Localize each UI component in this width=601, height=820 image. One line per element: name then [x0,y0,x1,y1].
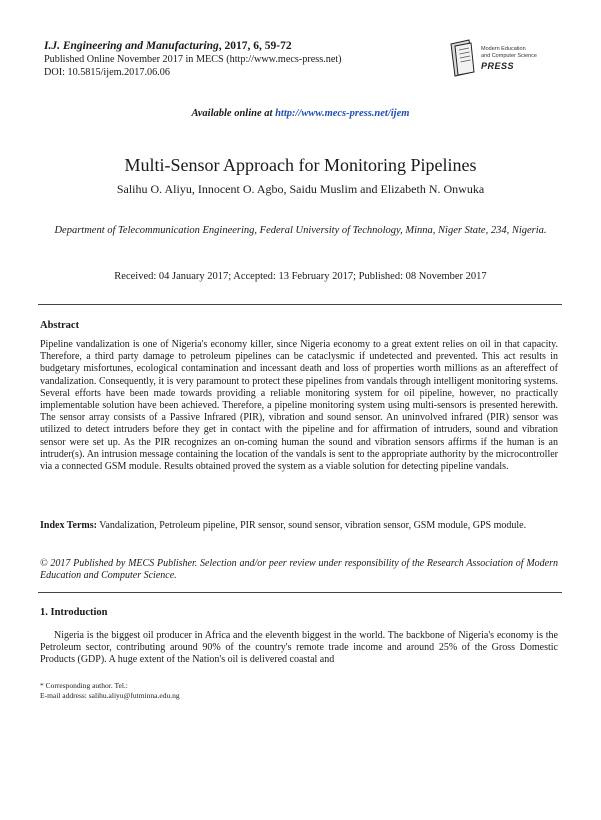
paper-title: Multi-Sensor Approach for Monitoring Pipelines [124,155,477,175]
journal-header [44,40,424,79]
publication-line: Published Online November 2017 in MECS (http://www.mecs-press.net) [44,54,342,65]
logo-press: PRESS [481,61,515,71]
availability-line [0,108,601,119]
footnote [40,681,340,701]
abstract-heading: Abstract [40,320,80,331]
abstract-text: Pipeline vandalization is one of Nigeria's economy killer, since Nigeria economy to a great extent relies on oil in that capacity. Therefore, a third party damage to petroleum pipelines can be cataclysmic if undetected and prevented. This act results in budgetary misfortunes, ecological contamination and incessant death and loss of properties worth millions as an aftereffect of vandalization. Consequently, it is very paramount to protect these pipelines from vandals through intelligent monitoring systems. Several efforts have been made towards providing a reliable monitoring system for oil pipeline, however, no practically implementable solution have been achieved. Therefore, a pipeline monitoring system using multi-sensors is presented herewith. The sensor array consists of a Passive Infrared (PIR), vibration and sound sensor. An uninvolved infrared (PIR) sensor was utilized to detect intruders before they get in contact with the pipeline and for affirmation of intruders, sound and vibration sensor were set up. As the PIR recognizes an on-coming human the sound and vibration sensors affirms if the human is an intruder(s). An intrusion message containing the location of the vandals is sent to the appropriate authority by the microcontroller via a connected GSM module. Results obtained proved the system as a viable solution for detecting pipeline vandals. [40,339,558,473]
publication-dates: Received: 04 January 2017; Accepted: 13 February 2017; Published: 08 November 2017 [114,271,487,282]
logo-wordmark [481,46,537,59]
copyright-notice: © 2017 Published by MECS Publisher. Selection and/or peer review under responsibility of the Research Association of Modern Education and Computer Science. [40,558,558,582]
journal-name: I.J. Engineering and Manufacturing [44,40,219,52]
author-affiliation: Department of Telecommunication Engineering, Federal University of Technology, Minna, Niger State, 234, Nigeria. [54,225,547,236]
paper-authors: Salihu O. Aliyu, Innocent O. Agbo, Saidu Muslim and Elizabeth N. Onwuka [116,182,485,196]
introduction-text: Nigeria is the biggest oil producer in Africa and the eleventh biggest in the world. The backbone of Nigeria's economy is the Petroleum sector, contributing around 90% of the country's remote trade income and around 25% of the Gross Domestic Products (GDP). A huge extent of the Nation's oil is delivered coastal and [40,630,558,666]
doi-line: DOI: 10.5815/ijem.2017.06.06 [44,67,170,78]
divider-top [38,304,562,305]
publisher-logo [447,34,567,84]
email-address: E-mail address: salihu.aliyu@futminna.edu.ng [40,691,180,700]
journal-volume: , 2017, 6, 59-72 [218,40,292,52]
index-terms [40,520,558,532]
index-terms-label: Index Terms: [40,520,97,531]
introduction-heading: 1. Introduction [40,607,108,618]
divider-bottom [38,592,562,593]
book-stack-icon [447,38,479,80]
journal-url-link[interactable]: http://www.mecs-press.net/ijem [275,108,410,119]
corresponding-author: * Corresponding author. Tel.: [40,681,128,690]
logo-line-1: Modern Education [481,46,526,52]
availability-prefix: Available online at [191,108,276,119]
index-terms-list: Vandalization, Petroleum pipeline, PIR sensor, sound sensor, vibration sensor, GSM module, GPS module. [96,520,527,531]
journal-citation [44,40,424,53]
logo-line-2: and Computer Science [481,52,537,59]
